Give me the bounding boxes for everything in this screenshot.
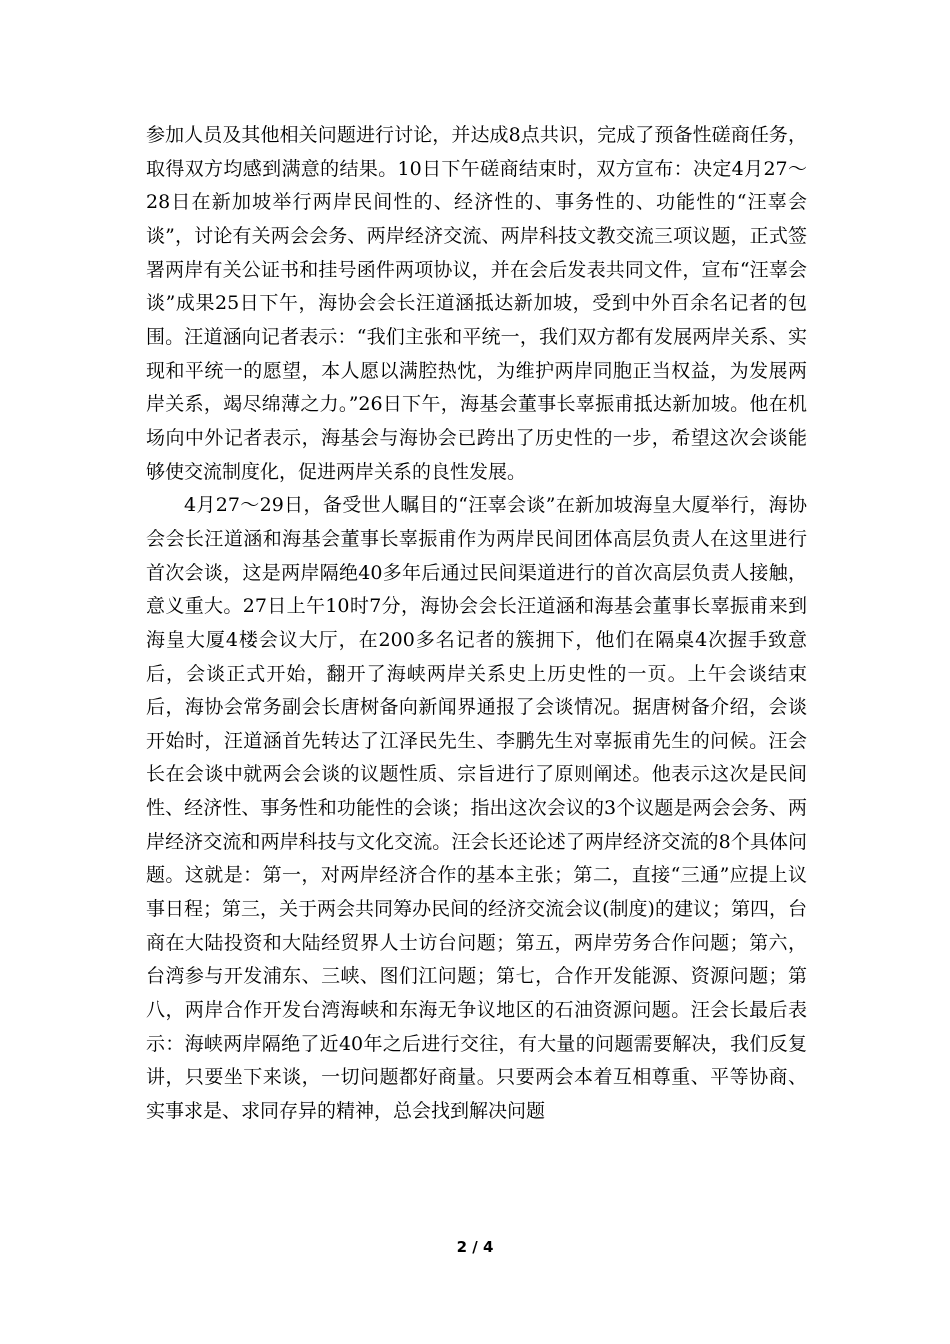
document-body <box>146 119 807 1129</box>
page-number: 2 / 4 <box>456 1238 494 1256</box>
paragraph-continued: 参加人员及其他相关问题进行讨论，并达成8点共识，完成了预备性磋商任务，取得双方均感到满意的结果。10日下午磋商结束时，双方宣布：决定4月27～28日在新加坡举行两岸民间性的、经济性的、事务性的、功能性的“汪辜会谈”，讨论有关两会会务、两岸经济交流、两岸科技文教交流三项议题，正式签署两岸有关公证书和挂号函件两项协议，并在会后发表共同文件，宣布“汪辜会谈”成果25日下午，海协会会长汪道涵抵达新加坡，受到中外百余名记者的包围。汪道涵向记者表示：“我们主张和平统一，我们双方都有发展两岸关系、实现和平统一的愿望，本人愿以满腔热忱，为维护两岸同胞正当权益，为发展两岸关系，竭尽绵薄之力。”26日下午，海基会董事长辜振甫抵达新加坡。他在机场向中外记者表示，海基会与海协会已跨出了历史性的一步，希望这次会谈能够使交流制度化，促进两岸关系的良性发展。 <box>146 124 807 483</box>
paragraph-talks: 4月27～29日，备受世人瞩目的“汪辜会谈”在新加坡海皇大厦举行，海协会会长汪道涵和海基会董事长辜振甫作为两岸民间团体高层负责人在这里进行首次会谈，这是两岸隔绝40多年后通过民间渠道进行的首次高层负责人接触，意义重大。27日上午10时7分，海协会会长汪道涵和海基会董事长辜振甫来到海皇大厦4楼会议大厅，在200多名记者的簇拥下，他们在隔桌4次握手致意后，会谈正式开始，翻开了海峡两岸关系史上历史性的一页。上午会谈结束后，海协会常务副会长唐树备向新闻界通报了会谈情况。据唐树备介绍，会谈开始时，汪道涵首先转达了江泽民先生、李鹏先生对辜振甫先生的问候。汪会长在会谈中就两会会谈的议题性质、宗旨进行了原则阐述。他表示这次是民间性、经济性、事务性和功能性的会谈；指出这次会议的3个议题是两会会务、两岸经济交流和两岸科技与文化交流。汪会长还论述了两岸经济交流的8个具体问题。这就是：第一，对两岸经济合作的基本主张；第二，直接“三通”应提上议事日程；第三，关于两会共同筹办民间的经济交流会议(制度)的建议；第四，台商在大陆投资和大陆经贸界人士访台问题；第五，两岸劳务合作问题；第六，台湾参与开发浦东、三峡、图们江问题；第七，合作开发能源、资源问题；第八，两岸合作开发台湾海峡和东海无争议地区的石油资源问题。汪会长最后表示：海峡两岸隔绝了近40年之后进行交往，有大量的问题需要解决，我们反复讲，只要坐下来谈，一切问题都好商量。只要两会本着互相尊重、平等协商、实事求是、求同存异的精神，总会找到解决问题 <box>146 494 807 1123</box>
